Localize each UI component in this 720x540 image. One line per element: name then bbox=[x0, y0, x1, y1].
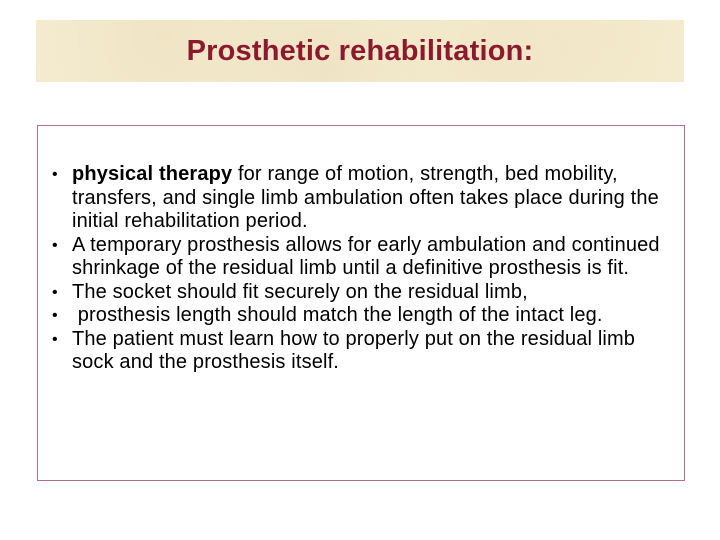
bullet-marker: • bbox=[52, 330, 58, 348]
content-box bbox=[37, 125, 685, 481]
bullet-marker: • bbox=[52, 307, 58, 324]
bullet-text: A temporary prosthesis allows for early ambulation and continued shrinkage of the residual limb until a definitive prosthesis is fit. bbox=[72, 233, 660, 279]
bullet-item-1 bbox=[38, 163, 678, 234]
bullet-marker: • bbox=[52, 166, 58, 183]
bullet-bold-lead: physical therapy bbox=[72, 163, 233, 185]
bullet-marker: • bbox=[52, 283, 58, 301]
bullet-list bbox=[38, 163, 678, 375]
bullet-text: for range of motion, strength, bed mobility, transfers, and single limb ambulation often takes place during the initial rehabilitation period. bbox=[72, 163, 659, 232]
bullet-item-4 bbox=[38, 304, 678, 328]
bullet-item-2 bbox=[38, 234, 678, 281]
bullet-text: The patient must learn how to properly put on the residual limb sock and the prosthesis itself. bbox=[72, 327, 636, 373]
bullet-item-5 bbox=[38, 328, 678, 375]
bullet-text: prosthesis length should match the length of the intact leg. bbox=[72, 304, 603, 326]
bullet-text: The socket should fit securely on the residual limb, bbox=[72, 280, 528, 303]
title-banner bbox=[36, 20, 684, 82]
bullet-marker: • bbox=[52, 236, 58, 254]
slide-title: Prosthetic rehabilitation: bbox=[186, 34, 534, 67]
bullet-item-3 bbox=[38, 281, 678, 305]
